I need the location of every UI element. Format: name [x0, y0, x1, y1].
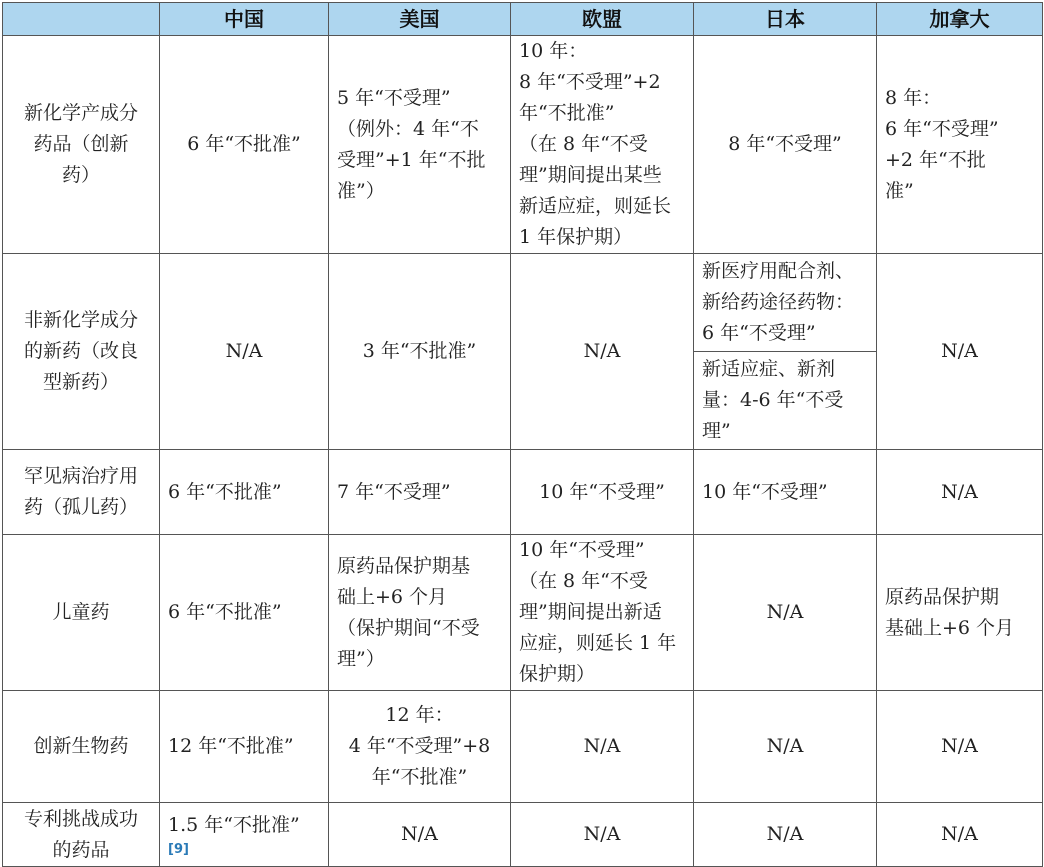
row-label: 非新化学成分 的新药（改良 型新药） [3, 254, 160, 450]
cell-japan: N/A [694, 691, 877, 803]
header-japan: 日本 [694, 3, 877, 36]
cell-canada: N/A [877, 450, 1043, 535]
cell-eu: 10 年： 8 年“不受理”+2 年“不批准” （在 8 年“不受 理”期间提出某些 新适应症，则延长 1 年保护期） [511, 36, 694, 254]
row-label: 专利挑战成功 的药品 [3, 803, 160, 867]
cell-usa: 原药品保护期基 础上+6 个月 （保护期间“不受 理”） [329, 535, 511, 691]
row-label: 创新生物药 [3, 691, 160, 803]
cell-japan-top: 新医疗用配合剂、 新给药途径药物： 6 年“不受理” [694, 254, 876, 352]
cell-china: 6 年“不批准” [160, 36, 329, 254]
cell-japan-bottom: 新适应症、新剂 量：4-6 年“不受 理” [702, 358, 844, 442]
cell-japan: N/A [694, 803, 877, 867]
cell-china [160, 803, 329, 867]
row-label: 儿童药 [3, 535, 160, 691]
cell-canada: N/A [877, 803, 1043, 867]
cell-usa: 7 年“不受理” [329, 450, 511, 535]
data-exclusivity-table [2, 2, 1043, 867]
header-eu: 欧盟 [511, 3, 694, 36]
cell-canada: N/A [877, 691, 1043, 803]
header-canada: 加拿大 [877, 3, 1043, 36]
table-row-new-chemical-entity [3, 36, 1043, 254]
cell-china-text: 1.5 年“不批准” [168, 814, 300, 836]
cell-usa: N/A [329, 803, 511, 867]
row-label: 新化学产成分 药品（创新 药） [3, 36, 160, 254]
cell-china: 12 年“不批准” [160, 691, 329, 803]
cell-japan-split [694, 254, 877, 450]
cell-usa: 12 年： 4 年“不受理”+8 年“不批准” [329, 691, 511, 803]
data-exclusivity-table-container [2, 2, 1043, 867]
cell-eu: 10 年“不受理” （在 8 年“不受 理”期间提出新适 应症，则延长 1 年 保护期） [511, 535, 694, 691]
cell-japan: N/A [694, 535, 877, 691]
table-row-innovative-biologic [3, 691, 1043, 803]
cell-china: 6 年“不批准” [160, 450, 329, 535]
cell-japan: 8 年“不受理” [694, 36, 877, 254]
cell-japan: 10 年“不受理” [694, 450, 877, 535]
header-row [3, 3, 1043, 36]
table-row-improved-new-drug [3, 254, 1043, 450]
cell-eu: N/A [511, 803, 694, 867]
table-row-orphan-drug [3, 450, 1043, 535]
header-corner-cell [3, 3, 160, 36]
reference-link[interactable]: [9] [168, 842, 189, 857]
cell-usa: 5 年“不受理” （例外：4 年“不 受理”+1 年“不批 准”） [329, 36, 511, 254]
cell-eu: N/A [511, 254, 694, 450]
cell-eu: N/A [511, 691, 694, 803]
table-row-pediatric-drug [3, 535, 1043, 691]
cell-china: N/A [160, 254, 329, 450]
table-row-patent-challenge [3, 803, 1043, 867]
cell-canada: 原药品保护期 基础上+6 个月 [877, 535, 1043, 691]
cell-china: 6 年“不批准” [160, 535, 329, 691]
cell-usa: 3 年“不批准” [329, 254, 511, 450]
header-usa: 美国 [329, 3, 511, 36]
header-china: 中国 [160, 3, 329, 36]
cell-eu: 10 年“不受理” [511, 450, 694, 535]
row-label: 罕见病治疗用 药（孤儿药） [3, 450, 160, 535]
cell-canada: 8 年： 6 年“不受理” +2 年“不批 准” [877, 36, 1043, 254]
cell-canada: N/A [877, 254, 1043, 450]
